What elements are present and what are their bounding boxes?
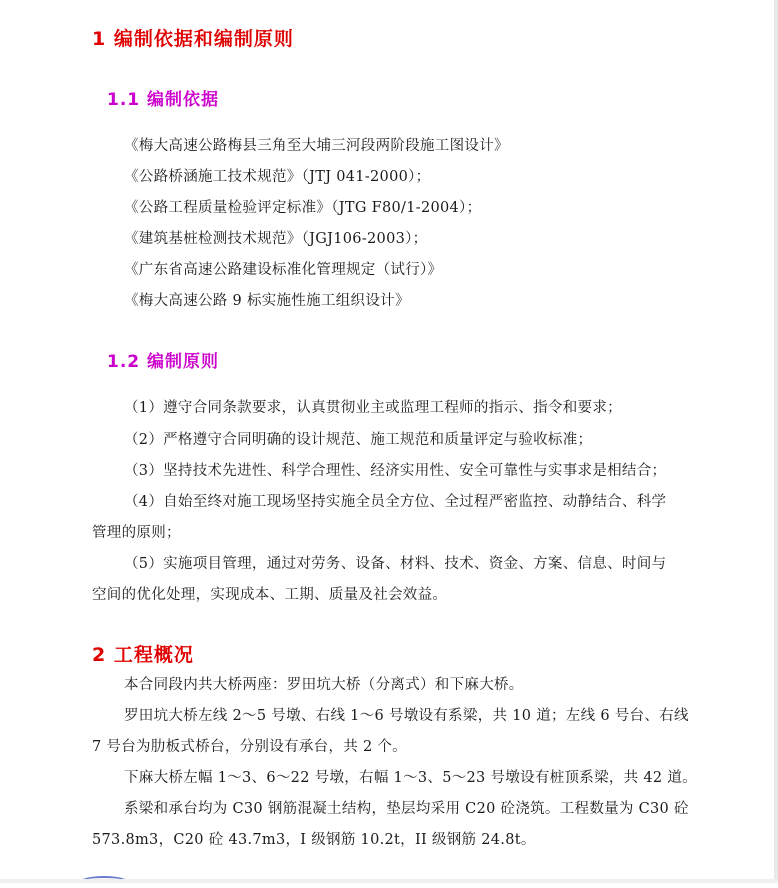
reference-item: 《梅大高速公路 9 标实施性施工组织设计》 [124, 293, 410, 309]
reference-item: 《广东省高速公路建设标准化管理规定（试行）》 [124, 262, 443, 278]
principle-item: （2）严格遵守合同明确的设计规范、施工规范和质量评定与验收标准； [124, 432, 593, 448]
overview-paragraph: 本合同段内共大桥两座：罗田坑大桥（分离式）和下麻大桥。 [124, 677, 524, 693]
section-2-heading: 2 工程概况 [92, 644, 194, 666]
reference-item: 《建筑基桩检测技术规范》（JGJ106-2003）； [124, 231, 428, 247]
section-1-2-heading: 1.2 编制原则 [107, 352, 220, 372]
principle-item: （1）遵守合同条款要求，认真贯彻业主或监理工程师的指示、指令和要求； [124, 400, 622, 416]
section-1-heading: 1 编制依据和编制原则 [92, 28, 294, 50]
principle-item-continuation: 管理的原则； [92, 525, 181, 541]
page-edge-right [774, 0, 778, 883]
page-edge-bottom [0, 879, 778, 883]
overview-paragraph: 罗田坑大桥左线 2～5 号墩、右线 1～6 号墩设有系梁，共 10 道；左线 6 号台、右线 [124, 708, 689, 724]
principle-item: （5）实施项目管理，通过对劳务、设备、材料、技术、资金、方案、信息、时间与 [124, 556, 667, 572]
overview-paragraph: 系梁和承台均为 C30 钢筋混凝土结构，垫层均采用 C20 砼浇筑。工程数量为 C30 砼 [124, 801, 689, 817]
overview-paragraph-continuation: 7 号台为肋板式桥台，分别设有承台，共 2 个。 [92, 739, 407, 755]
principle-item-continuation: 空间的优化处理，实现成本、工期、质量及社会效益。 [92, 587, 448, 603]
reference-item: 《公路工程质量检验评定标准》（JTG F80/1-2004）； [124, 200, 482, 216]
principle-item: （3）坚持技术先进性、科学合理性、经济实用性、安全可靠性与实事求是相结合； [124, 463, 667, 479]
reference-item: 《公路桥涵施工技术规范》（JTJ 041-2000）； [124, 169, 431, 185]
reference-item: 《梅大高速公路梅县三角至大埔三河段两阶段施工图设计》 [124, 138, 509, 154]
overview-paragraph: 下麻大桥左幅 1～3、6～22 号墩，右幅 1～3、5～23 号墩设有桩顶系梁，共 42 道。 [124, 770, 697, 786]
overview-paragraph-continuation: 573.8m3，C20 砼 43.7m3，I 级钢筋 10.2t，II 级钢筋 24.8t。 [92, 832, 536, 848]
section-1-1-heading: 1.1 编制依据 [107, 90, 220, 110]
principle-item: （4）自始至终对施工现场坚持实施全员全方位、全过程严密监控、动静结合、科学 [124, 494, 667, 510]
